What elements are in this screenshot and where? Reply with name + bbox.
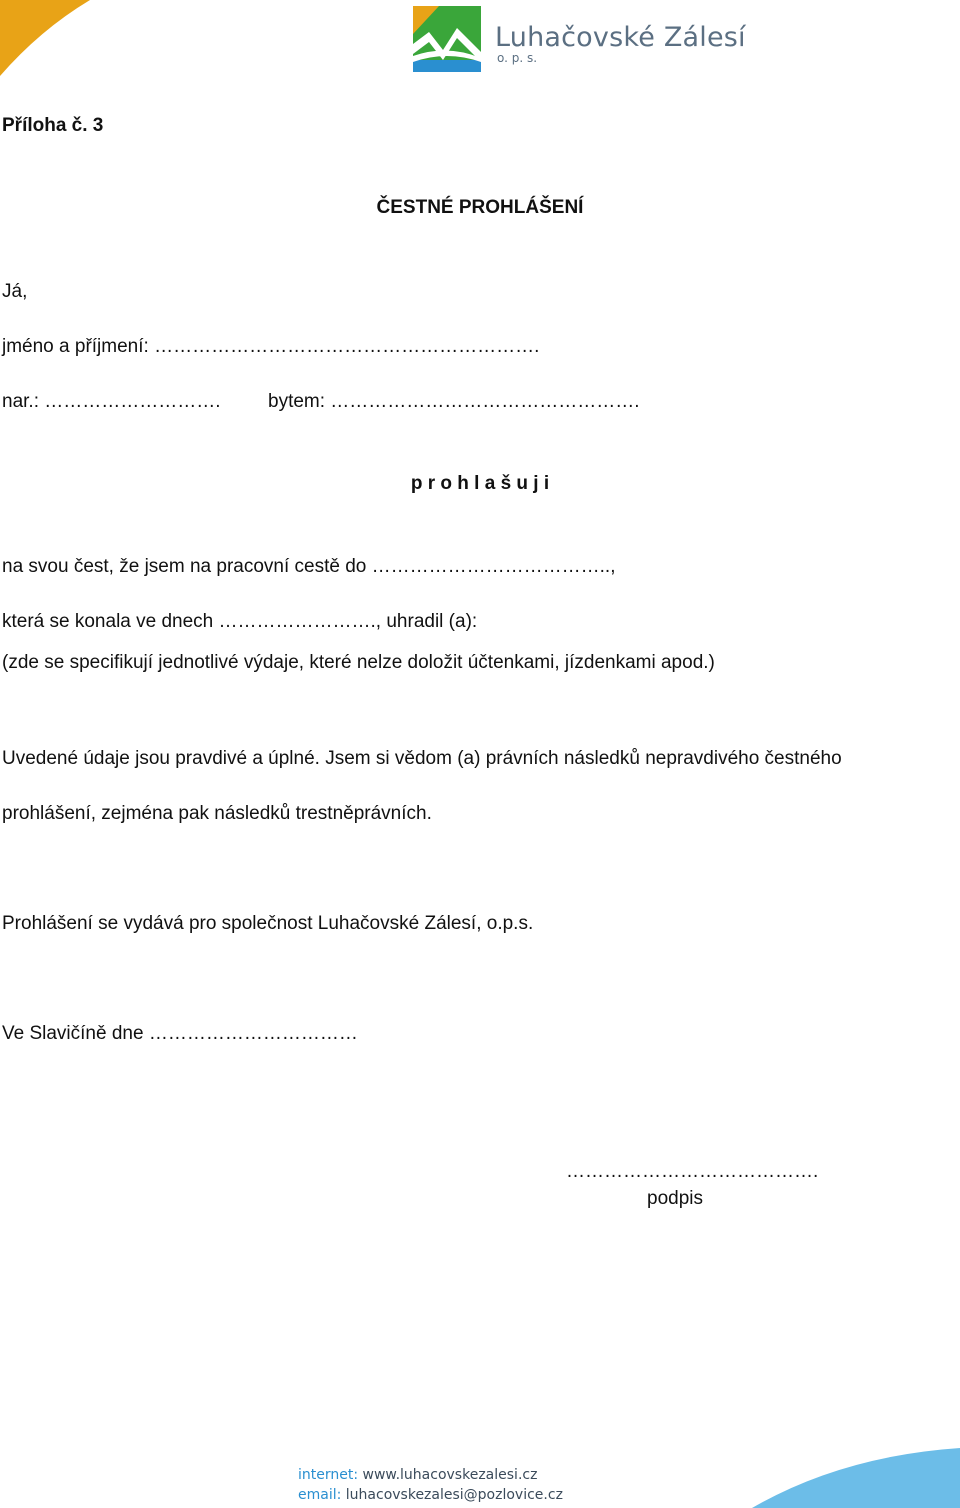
corner-decoration-bottom-right bbox=[752, 1446, 960, 1508]
company-statement: Prohlášení se vydává pro společnost Luhačovské Zálesí, o.p.s. bbox=[2, 913, 534, 934]
truth-statement-line-1: Uvedené údaje jsou pravdivé a úplné. Jsem si vědom (a) právních následků nepravdivého čestného bbox=[2, 748, 842, 769]
annex-label: Příloha č. 3 bbox=[2, 115, 104, 136]
corner-decoration-top-left bbox=[0, 0, 92, 78]
signature-line: …………………………………. bbox=[566, 1161, 819, 1182]
declaration-heading: p r o h l a š u j i bbox=[410, 473, 550, 494]
footer-internet-label: internet: bbox=[298, 1467, 359, 1483]
logo-mark-icon bbox=[411, 4, 485, 76]
intro-ja: Já, bbox=[2, 281, 28, 302]
logo-subtitle: o. p. s. bbox=[497, 51, 538, 65]
trip-field-line: na svou čest, že jsem na pracovní cestě do ……………………………….., bbox=[2, 556, 616, 577]
footer-email-link[interactable]: luhacovskezalesi@pozlovice.cz bbox=[345, 1487, 563, 1503]
truth-statement-line-2: prohlášení, zejména pak následků trestněprávních. bbox=[2, 803, 432, 824]
footer-website-link[interactable]: www.luhacovskezalesi.cz bbox=[362, 1467, 538, 1483]
signature-label: podpis bbox=[647, 1188, 703, 1209]
footer-email bbox=[298, 1488, 563, 1502]
birth-field-line: nar.: ………………………. bbox=[2, 391, 221, 412]
dates-field-line: která se konala ve dnech ……………………., uhradil (a): bbox=[2, 611, 478, 632]
footer-email-label: email: bbox=[298, 1487, 342, 1503]
expense-specification-note: (zde se specifikují jednotlivé výdaje, které nelze doložit účtenkami, jízdenkami apod.) bbox=[2, 652, 715, 673]
company-logo bbox=[411, 4, 746, 76]
place-date-line: Ve Slavičíně dne …………………………… bbox=[2, 1023, 358, 1044]
document-title: ČESTNÉ PROHLÁŠENÍ bbox=[376, 197, 584, 218]
footer-internet bbox=[298, 1468, 537, 1482]
logo-name: Luhačovské Zálesí bbox=[495, 22, 746, 53]
address-field-line: bytem: …………………………………………. bbox=[268, 391, 640, 412]
name-field-line: jméno a příjmení: ……………………………………………………. bbox=[2, 336, 540, 357]
